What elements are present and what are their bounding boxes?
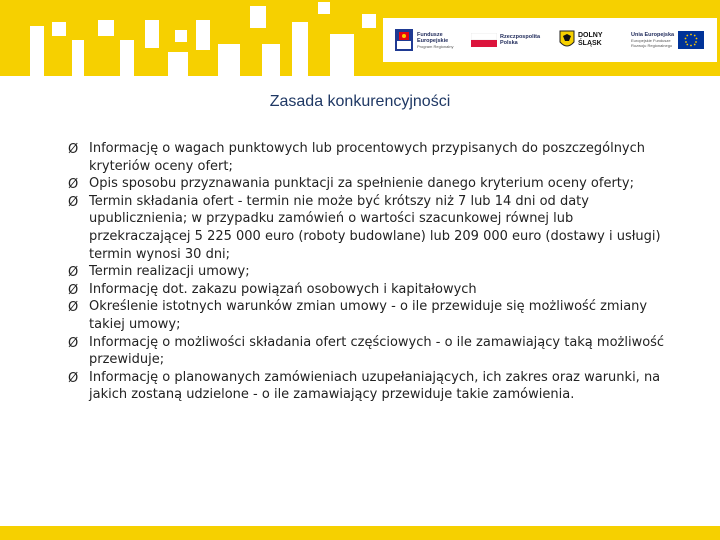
- list-item: [68, 334, 668, 369]
- arrow-bullet-icon: Ø: [68, 177, 79, 193]
- fe-sub: Program Regionalny: [417, 43, 454, 49]
- decor-square: [120, 40, 134, 76]
- arrow-bullet-icon: Ø: [68, 265, 79, 281]
- footer-bar: [0, 526, 720, 540]
- arrow-bullet-icon: Ø: [68, 282, 79, 298]
- polish-flag-icon: [471, 33, 497, 47]
- decor-square: [218, 44, 240, 76]
- arrow-bullet-icon: Ø: [68, 194, 79, 210]
- ds-line1: DOLNY: [578, 32, 603, 39]
- list-item: [68, 193, 668, 263]
- ds-line2: ŚLĄSK: [578, 40, 602, 47]
- decor-square: [262, 44, 280, 76]
- fe-emblem-icon: [395, 29, 413, 51]
- list-item-text: Termin składania ofert - termin nie może być krótszy niż 7 lub 14 dni od daty upublicznienia; w przypadku zamówień o wartości szacunkowej równej lub przekraczającej 5 225 000 euro (roboty budowlane) lub 209 000 euro (dostawy i usługi) termin wynosi 30 dni;: [89, 193, 661, 262]
- decor-square: [168, 52, 188, 76]
- decor-square: [330, 34, 354, 76]
- rzeczpospolita-polska-logo: [471, 24, 540, 56]
- page-title: Zasada konkurencyjności: [269, 93, 451, 110]
- dolny-slask-eagle-icon: [559, 30, 575, 50]
- fundusze-europejskie-logo: [395, 24, 453, 56]
- arrow-bullet-icon: Ø: [68, 335, 79, 351]
- decor-square: [318, 2, 330, 14]
- arrow-bullet-icon: Ø: [68, 142, 79, 157]
- decor-square: [52, 22, 66, 36]
- list-item-text: Informację o możliwości składania ofert częściowych - o ile zamawiający taką możliwość przewiduje;: [89, 334, 665, 368]
- ue-sub2: Rozwoju Regionalnego: [631, 43, 673, 48]
- decor-square: [292, 22, 308, 76]
- ue-sub1: Europejskie Fundusze: [631, 38, 671, 43]
- eu-flag-icon: [678, 31, 704, 49]
- header-banner: [0, 0, 720, 76]
- list-item: [68, 298, 668, 333]
- dolny-slask-logo: [559, 24, 603, 56]
- list-item: [68, 175, 668, 193]
- decor-square: [250, 6, 266, 28]
- list-item-text: Określenie istotnych warunków zmian umowy - o ile przewiduje się możliwość zmiany takiej umowy;: [89, 299, 648, 332]
- decor-square: [196, 20, 210, 50]
- list-item-text: Informację dot. zakazu powiązań osobowych i kapitałowych: [89, 281, 477, 297]
- arrow-bullet-icon: Ø: [68, 300, 79, 316]
- decor-square: [362, 14, 376, 28]
- fe-line1: Fundusze: [417, 31, 443, 38]
- list-item-text: Termin realizacji umowy;: [89, 264, 250, 280]
- ue-line1: Unia Europejska: [631, 32, 675, 38]
- unia-europejska-logo: [631, 24, 704, 56]
- decor-square: [98, 20, 114, 36]
- rp-line1: Rzeczpospolita: [500, 34, 541, 40]
- list-item: [68, 369, 668, 404]
- list-item-text: Informację o planowanych zamówieniach uzupełaniających, ich zakres oraz warunki, na jakich zostaną udzielone - o ile zamawiający przewiduje takie zamówienia.: [89, 369, 661, 403]
- criteria-list: [68, 140, 668, 404]
- decor-square: [175, 30, 187, 42]
- list-item-text: Informację o wagach punktowych lub procentowych przypisanych do poszczególnych kryteriów oceny ofert;: [89, 141, 646, 174]
- decor-square: [72, 40, 84, 76]
- decor-square: [145, 20, 159, 48]
- arrow-bullet-icon: Ø: [68, 370, 79, 386]
- list-item: [68, 263, 668, 281]
- list-item: [68, 281, 668, 299]
- rp-line2: Polska: [500, 40, 518, 46]
- fe-line2: Europejskie: [417, 37, 449, 44]
- eu-logos-bar: [383, 18, 717, 62]
- list-item-text: Opis sposobu przyznawania punktacji za spełnienie danego kryterium oceny oferty;: [89, 176, 634, 192]
- decor-square: [30, 26, 44, 76]
- list-item: [68, 140, 668, 175]
